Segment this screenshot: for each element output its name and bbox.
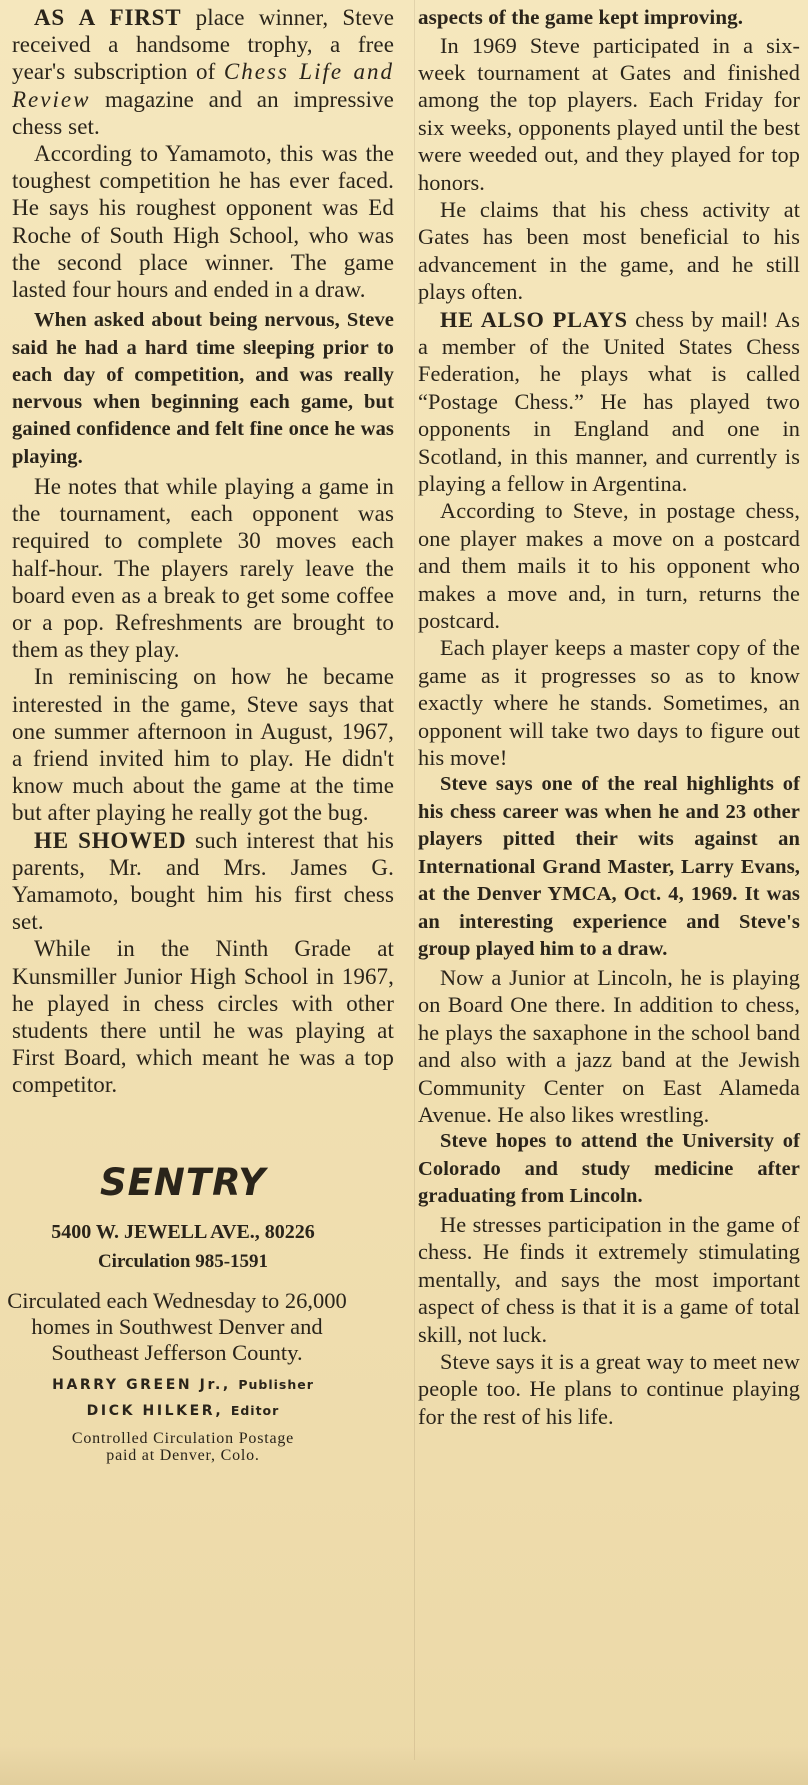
masthead-editor <box>12 1398 354 1424</box>
magazine-title: Chess Life and Review <box>12 59 394 112</box>
publisher-title: Publisher <box>238 1376 314 1392</box>
paper-edge-shading <box>0 1745 808 1785</box>
masthead-description: Circulated each Wednesday to 26,000 homes in Southwest Denver and Southeast Jefferson County. <box>7 1287 347 1365</box>
masthead-postage <box>12 1430 354 1464</box>
paragraph-text: place winner, Steve received a handsome trophy, a free year's subscription of <box>12 5 394 85</box>
paragraph-plays-by-mail <box>418 306 800 498</box>
paragraph-thirty-moves: He notes that while playing a game in the tournament, each opponent was required to complete 30 moves each half-hour. The players rarely leave the board even as a break to get some coffee or a pop. Refreshments are brought to them as they play. <box>12 474 394 663</box>
paragraph-lead: HE ALSO PLAYS <box>440 306 628 332</box>
right-column <box>418 0 800 1430</box>
paragraph-first-place <box>12 4 394 140</box>
paragraph-text: magazine and an impressive chess set. <box>12 86 394 139</box>
paragraph-text: chess by mail! As a member of the United States Chess Federation, he plays what is called “Postage Chess.” He has played two opponents in England and one in Scotland, in this manner, and currently is playing a fellow in Argentina. <box>418 306 800 496</box>
editor-name: DICK HILKER, <box>86 1402 224 1419</box>
paragraph-postage-chess: According to Steve, in postage chess, one player makes a move on a postcard and them mails it to his opponent who makes a move and, in turn, returns the postcard. <box>418 498 800 634</box>
postage-line-2: paid at Denver, Colo. <box>106 1446 260 1464</box>
masthead-logo: SENTRY <box>99 1160 266 1204</box>
paragraph-gates-tournament: In 1969 Steve participated in a six-week tournament at Gates and finished among the top players. Each Friday for six weeks, opponents played until the best were weeded out, and they played for top honors. <box>418 32 800 195</box>
paragraph-junior-at-lincoln: Now a Junior at Lincoln, he is playing on Board One there. In addition to chess, he plays the saxaphone in the school band and also with a jazz band at the Jewish Community Center on East Alameda Avenue. He also likes wrestling. <box>418 964 800 1127</box>
paragraph-university: Steve hopes to attend the University of Colorado and study medicine after graduating from Lincoln. <box>418 1130 800 1208</box>
paragraph-ninth-grade: While in the Ninth Grade at Kunsmiller Junior High School in 1967, he played in chess circles with other students there until he was playing at First Board, which meant he was a top competitor. <box>12 936 394 1098</box>
masthead-publisher <box>12 1372 354 1398</box>
masthead-address: 5400 W. JEWELL AVE., 80226 <box>51 1220 315 1243</box>
masthead-circulation-phone: Circulation 985-1591 <box>97 1250 269 1272</box>
sentry-masthead <box>7 1160 394 1464</box>
left-column <box>0 0 412 1464</box>
paragraph-meet-new-people: Steve says it is a great way to meet new people too. He plans to continue playing for the rest of his life. <box>418 1348 800 1429</box>
paragraph-grand-master: Steve says one of the real highlights of his chess career was when he and 23 other players pitted their wits against an International Grand Master, Larry Evans, at the Denver YMCA, Oct. 4, 1969. It was an interesting experience and Steve's group played him to a draw. <box>418 773 800 961</box>
paragraph-lead: AS A FIRST <box>34 5 182 30</box>
paragraph-lead: HE SHOWED <box>34 827 187 853</box>
paragraph-first-chess-set <box>12 827 394 936</box>
paragraph-gates-beneficial: He claims that his chess activity at Gates has been most beneficial to his advancement in the game, and he still plays often. <box>418 196 800 305</box>
paragraph-reminiscing: In reminiscing on how he became interested in the game, Steve says that one summer afternoon in August, 1967, a friend invited him to play. He didn't know much about the game at the time but after playing he really got the bug. <box>12 664 394 826</box>
column-divider <box>414 0 415 1760</box>
paragraph-nervous: When asked about being nervous, Steve said he had a hard time sleeping prior to each day of competition, and was really nervous when beginning each game, but gained confidence and felt fine once he was playing. <box>12 309 394 468</box>
paragraph-participation: He stresses participation in the game of chess. He finds it extremely stimulating mentally, and says the most important aspect of chess is that it is a game of total skill, not luck. <box>418 1211 800 1347</box>
publisher-name: HARRY GREEN Jr., <box>52 1376 231 1393</box>
postage-line-1: Controlled Circulation Postage <box>71 1429 295 1447</box>
paragraph-toughest-competition: According to Yamamoto, this was the toughest competition he has ever faced. He says his roughest opponent was Ed Roche of South High School, who was the second place winner. The game lasted four hours and ended in a draw. <box>12 141 394 303</box>
paragraph-kept-improving: aspects of the game kept improving. <box>418 5 744 29</box>
editor-title: Editor <box>230 1402 280 1418</box>
paragraph-master-copy: Each player keeps a master copy of the game as it progresses so as to know exactly where he stands. Sometimes, an opponent will take two days to figure out his move! <box>418 635 800 771</box>
paragraph-text: such interest that his parents, Mr. and Mrs. James G. Yamamoto, bought him his first chess set. <box>12 827 394 935</box>
